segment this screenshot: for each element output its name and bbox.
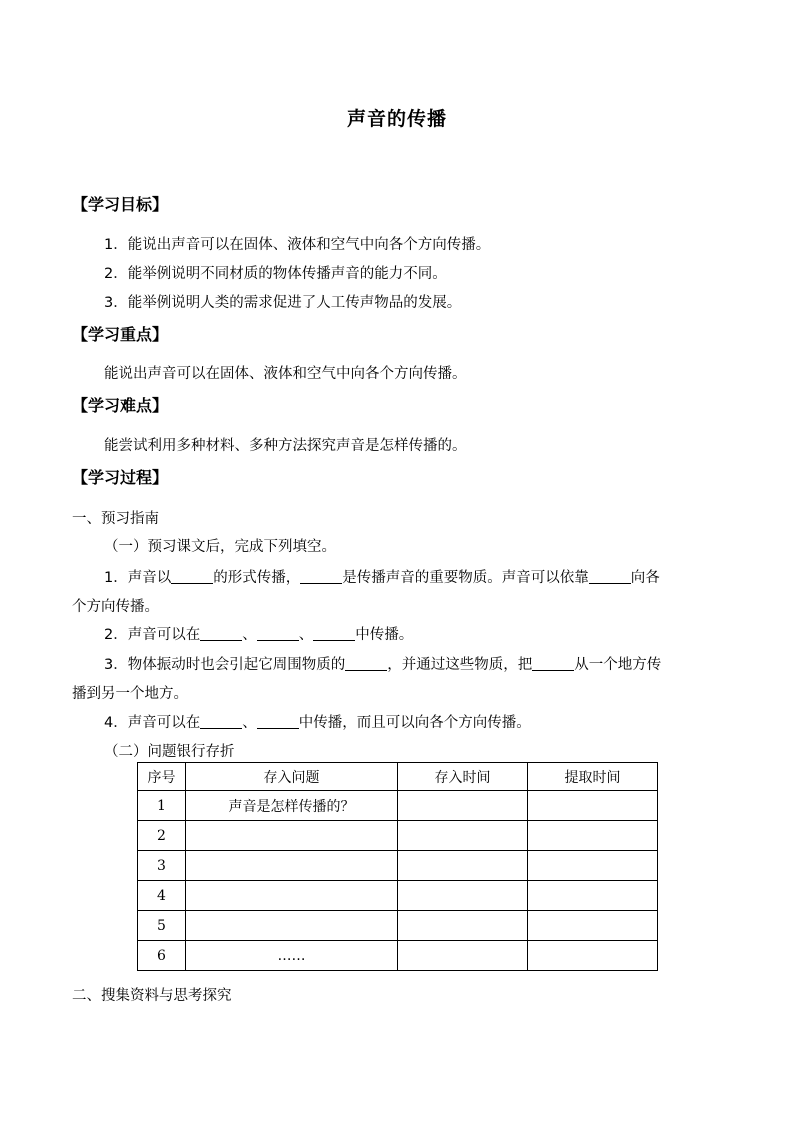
table-cell: 4: [138, 881, 186, 911]
table-cell: 6: [138, 941, 186, 971]
table-cell[interactable]: [398, 881, 528, 911]
table-cell[interactable]: [186, 821, 398, 851]
table-cell[interactable]: [398, 851, 528, 881]
table-row: [138, 791, 658, 821]
table-cell: 2: [138, 821, 186, 851]
question-1-line1: [104, 566, 660, 587]
table-header-cell: 存入时间: [398, 763, 528, 791]
q1-text-c: 是传播声音的重要物质。声音可以依靠: [342, 570, 589, 586]
table-cell[interactable]: [528, 941, 658, 971]
section-heading-goals: 【学习目标】: [72, 195, 169, 214]
goal-item: 1．能说出声音可以在固体、液体和空气中向各个方向传播。: [104, 237, 491, 253]
q2-text-b: 中传播。: [355, 627, 414, 643]
table-row: [138, 911, 658, 941]
question-2: [104, 623, 413, 644]
table-header-cell: 序号: [138, 763, 186, 791]
question-bank-table: [137, 762, 658, 971]
question-4: [104, 711, 531, 732]
table-row: [138, 881, 658, 911]
table-cell[interactable]: [528, 881, 658, 911]
table-cell: 3: [138, 851, 186, 881]
focus-text: 能说出声音可以在固体、液体和空气中向各个方向传播。: [104, 366, 467, 382]
part2-title: 二、搜集资料与思考探究: [72, 988, 232, 1004]
part1-sub1: （一）预习课文后，完成下列填空。: [104, 539, 336, 555]
fill-blank[interactable]: [345, 656, 387, 671]
q1-text-b: 的形式传播，: [213, 570, 301, 586]
fill-blank[interactable]: [532, 656, 574, 671]
table-cell[interactable]: [528, 911, 658, 941]
section-heading-difficulty: 【学习难点】: [72, 396, 169, 415]
fill-blank[interactable]: [257, 714, 299, 729]
fill-blank[interactable]: [589, 569, 631, 584]
question-3-line2: 播到另一个地方。: [72, 686, 188, 702]
table-cell[interactable]: [186, 881, 398, 911]
section-heading-focus: 【学习重点】: [72, 325, 169, 344]
table-cell[interactable]: [398, 791, 528, 821]
table-cell[interactable]: [528, 821, 658, 851]
fill-blank[interactable]: [257, 626, 299, 641]
section-heading-process: 【学习过程】: [72, 468, 169, 487]
fill-blank[interactable]: [200, 626, 242, 641]
page-title: 声音的传播: [346, 108, 447, 130]
q4-text-b: 中传播，而且可以向各个方向传播。: [298, 715, 531, 731]
fill-blank[interactable]: [313, 626, 355, 641]
table-cell[interactable]: [398, 941, 528, 971]
table-cell[interactable]: [398, 821, 528, 851]
table-cell: 5: [138, 911, 186, 941]
table-header-cell: 提取时间: [528, 763, 658, 791]
question-3-line1: [104, 653, 661, 674]
q2-sep1: 、: [242, 627, 257, 643]
fill-blank[interactable]: [171, 569, 213, 584]
fill-blank[interactable]: [200, 714, 242, 729]
q3-text-a: 3．物体振动时也会引起它周围物质的: [104, 657, 346, 673]
question-1-line2: 个方向传播。: [72, 599, 159, 615]
goal-item: 3．能举例说明人类的需求促进了人工传声物品的发展。: [104, 295, 462, 311]
table-cell: 1: [138, 791, 186, 821]
table-row: [138, 821, 658, 851]
table-cell[interactable]: [186, 911, 398, 941]
q4-sep: 、: [242, 715, 257, 731]
q1-text-a: 1．声音以: [104, 570, 172, 586]
q2-text-a: 2．声音可以在: [104, 627, 201, 643]
difficulty-text: 能尝试利用多种材料、多种方法探究声音是怎样传播的。: [104, 438, 467, 454]
fill-blank[interactable]: [300, 569, 342, 584]
q1-text-d: 向各: [630, 570, 660, 586]
table-cell[interactable]: [528, 851, 658, 881]
q2-sep2: 、: [298, 627, 314, 643]
table-cell: ……: [186, 941, 398, 971]
table-cell[interactable]: [528, 791, 658, 821]
part1-sub2: （二）问题银行存折: [104, 744, 235, 760]
table-header-cell: 存入问题: [186, 763, 398, 791]
table-cell[interactable]: [398, 911, 528, 941]
table-row: [138, 851, 658, 881]
goal-item: 2．能举例说明不同材质的物体传播声音的能力不同。: [104, 266, 447, 282]
part1-title: 一、预习指南: [72, 511, 159, 527]
table-row: [138, 941, 658, 971]
q3-text-c: 从一个地方传: [574, 657, 662, 673]
q3-text-b: ，并通过这些物质，把: [387, 657, 533, 673]
table-header-row: [138, 763, 658, 791]
table-cell: 声音是怎样传播的？: [186, 791, 398, 821]
q4-text-a: 4．声音可以在: [104, 715, 201, 731]
table-cell[interactable]: [186, 851, 398, 881]
